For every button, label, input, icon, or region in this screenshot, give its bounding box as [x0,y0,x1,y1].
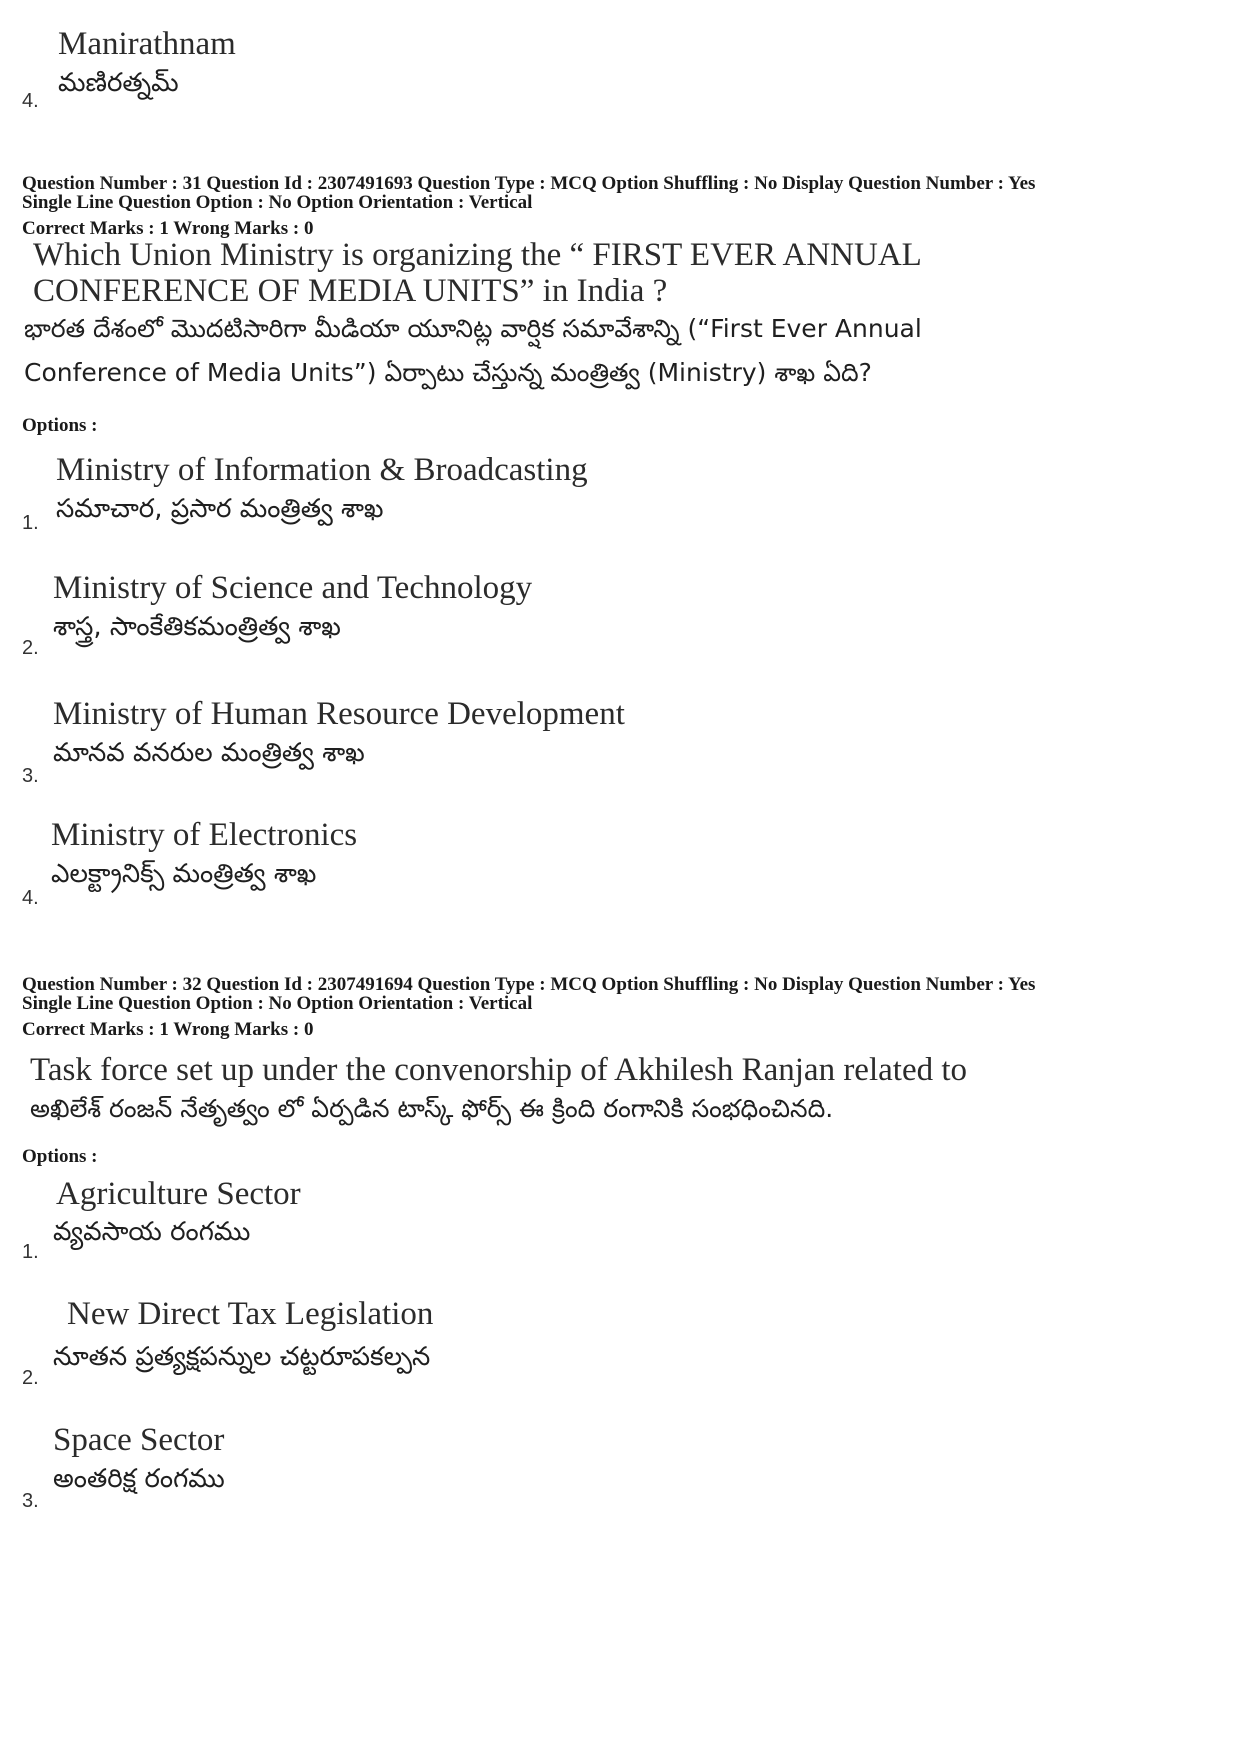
q32-option-3-english: Space Sector [53,1422,225,1458]
q31-meta-line1: Question Number : 31 Question Id : 2307491693 Question Type : MCQ Option Shuffling : No Display Question Number : Yes [22,173,1036,194]
prev-option-4-number: 4. [22,90,39,112]
q32-text-en-line1: Task force set up under the convenorship of Akhilesh Ranjan related to [30,1052,968,1088]
q31-option-3-number: 3. [22,765,39,787]
q32-meta-line2: Single Line Question Option : No Option Orientation : Vertical [22,993,533,1014]
q32-meta-line1: Question Number : 32 Question Id : 2307491694 Question Type : MCQ Option Shuffling : No Display Question Number : Yes [22,974,1036,995]
q31-option-2-telugu: శాస్త్ర, సాంకేతికమంత్రిత్వ శాఖ [53,612,341,642]
q31-option-2-english: Ministry of Science and Technology [53,570,533,606]
q32-option-2-number: 2. [22,1367,39,1389]
q32-option-1-telugu: వ్యవసాయ రంగము [53,1217,251,1247]
q31-option-1-english: Ministry of Information & Broadcasting [56,452,588,488]
q31-option-1-number: 1. [22,512,39,534]
q32-text-te-line1: అఖిలేశ్ రంజన్ నేతృత్వం లో ఏర్పడిన టాస్క్ ఫోర్స్ ఈ క్రింది రంగానికి సంభధించినది. [30,1094,834,1123]
q31-text-te-line1: భారత దేశంలో మొదటిసారిగా మీడియా యూనిట్ల వార్షిక సమావేశాన్ని (“First Ever Annual [24,314,922,343]
q32-options-label: Options : [22,1146,98,1167]
q31-option-1-telugu: సమాచార, ప్రసార మంత్రిత్వ శాఖ [56,494,384,524]
prev-option-4-telugu: మణిరత్నమ్ [58,68,179,98]
q32-option-1-english: Agriculture Sector [56,1176,301,1212]
q32-option-3-number: 3. [22,1490,39,1512]
q31-option-2-number: 2. [22,637,39,659]
q31-option-4-number: 4. [22,887,39,909]
q32-option-2-english: New Direct Tax Legislation [67,1296,434,1332]
q32-marks: Correct Marks : 1 Wrong Marks : 0 [22,1019,314,1040]
q31-options-label: Options : [22,415,98,436]
prev-option-4-english: Manirathnam [58,26,236,62]
q31-option-3-english: Ministry of Human Resource Development [53,696,625,732]
q31-meta-line2: Single Line Question Option : No Option Orientation : Vertical [22,192,533,213]
q31-marks: Correct Marks : 1 Wrong Marks : 0 [22,218,314,239]
q32-option-2-telugu: నూతన ప్రత్యక్షపన్నుల చట్టరూపకల్పన [53,1342,431,1372]
q32-option-3-telugu: అంతరిక్ష రంగము [53,1464,225,1494]
q31-text-te-line2: Conference of Media Units”) ఏర్పాటు చేస్తున్న మంత్రిత్వ (Ministry) శాఖ ఏది? [24,358,872,387]
q31-option-4-telugu: ఎలక్ట్రానిక్స్ మంత్రిత్వ శాఖ [51,859,317,889]
q31-text-en-line1: Which Union Ministry is organizing the “ FIRST EVER ANNUAL [33,237,922,273]
q31-text-en-line2: CONFERENCE OF MEDIA UNITS” in India ? [33,273,668,309]
q31-option-3-telugu: మానవ వనరుల మంత్రిత్వ శాఖ [53,738,365,768]
q32-option-1-number: 1. [22,1241,39,1263]
q31-option-4-english: Ministry of Electronics [51,817,358,853]
